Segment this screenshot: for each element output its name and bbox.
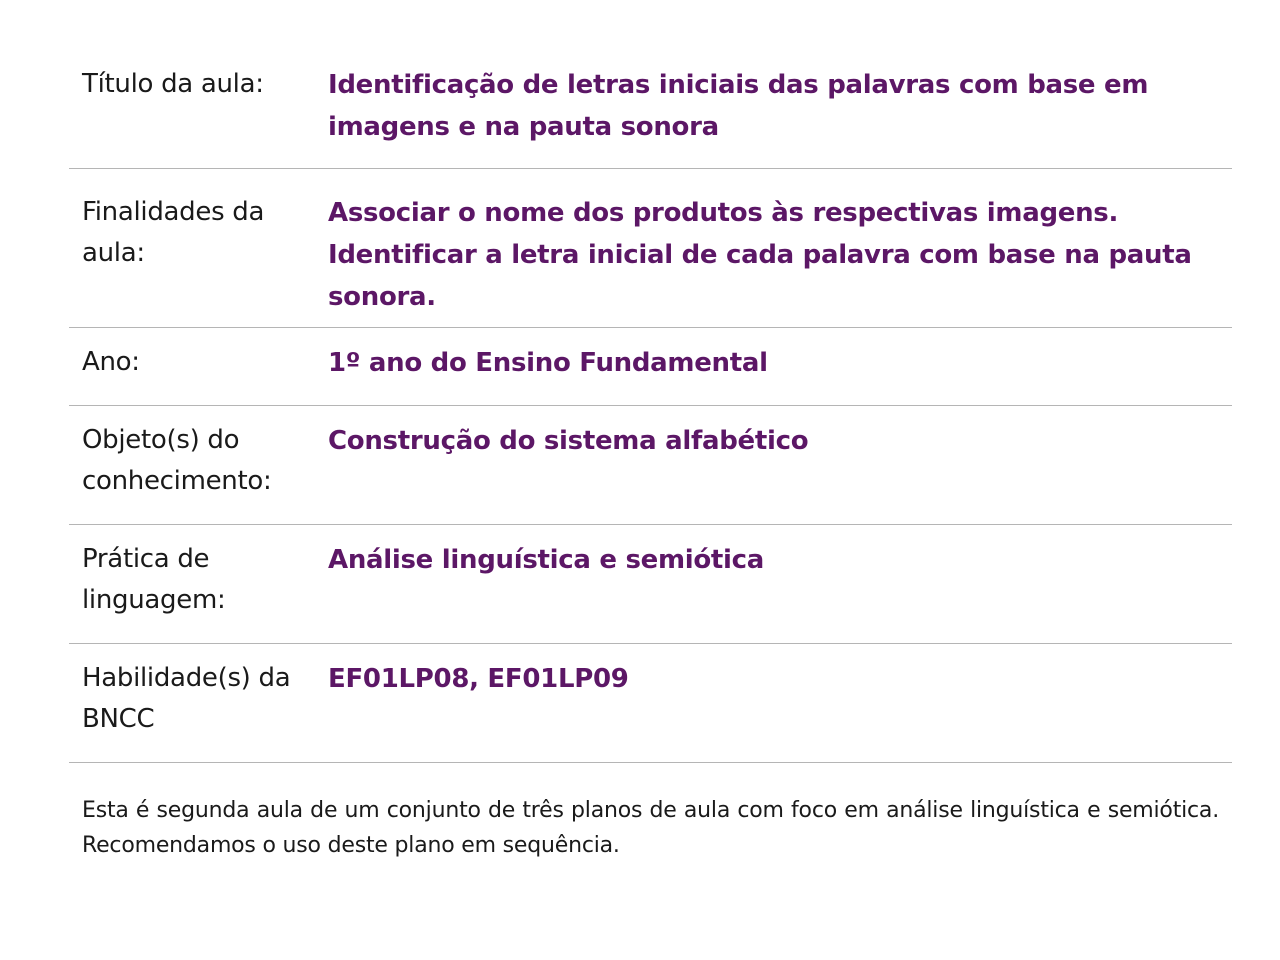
lesson-info-table [69,58,1232,763]
lesson-goal-item: Identificar a letra inicial de cada palavra com base na pauta sonora. [328,240,1192,312]
knowledge-object-value: Construção do sistema alfabético [328,426,809,456]
bncc-skills-label: Habilidade(s) da BNCC [82,663,291,734]
knowledge-object-row [69,406,1232,525]
lesson-title-row [69,58,1232,169]
lesson-title-value: Identificação de letras iniciais das palavras com base em imagens e na pauta sonora [328,70,1149,142]
lesson-goals-row [69,169,1232,328]
grade-label: Ano: [82,347,140,377]
language-practice-row [69,525,1232,644]
grade-value: 1º ano do Ensino Fundamental [328,348,768,378]
lesson-goal-item: Associar o nome dos produtos às respectivas imagens. [328,198,1119,228]
knowledge-object-label: Objeto(s) do conhecimento: [82,425,272,496]
bncc-skills-row [69,644,1232,763]
lesson-goals-value [328,192,1232,327]
language-practice-label: Prática de linguagem: [82,544,226,615]
bncc-skills-value: EF01LP08, EF01LP09 [328,664,629,694]
lesson-goals-label: Finalidades da aula: [82,197,265,268]
language-practice-value: Análise linguística e semiótica [328,545,765,575]
grade-row [69,328,1232,406]
sequence-note: Esta é segunda aula de um conjunto de três planos de aula com foco em análise linguística e semiótica. Recomendamos o uso deste plano em sequência. [82,798,1219,858]
lesson-title-label: Título da aula: [82,69,264,99]
